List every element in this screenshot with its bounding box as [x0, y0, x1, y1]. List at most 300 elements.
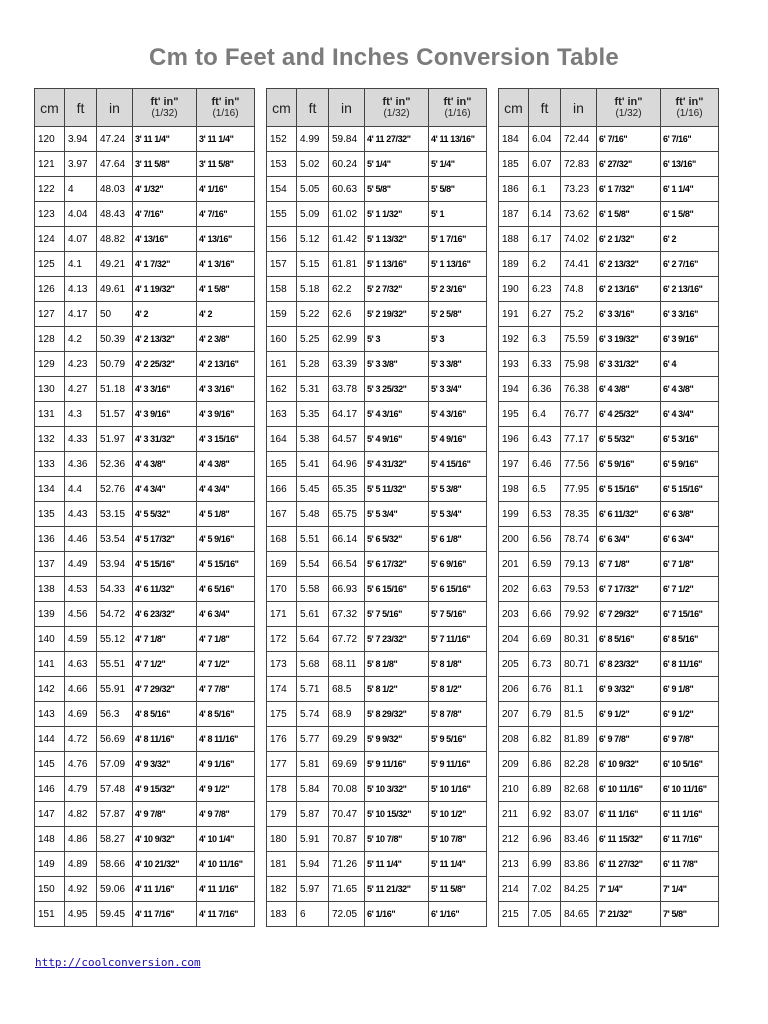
table-row: [267, 577, 487, 602]
ft-in-16-cell: 5' 2 5/8": [429, 302, 487, 327]
header-precision: (1/16): [212, 107, 239, 119]
ft-in-16-cell: 4' 11 1/16": [197, 877, 255, 902]
ft-in-16-cell: 6' 4: [661, 352, 719, 377]
ft-cell: 7.02: [529, 877, 561, 902]
ft-in-16-cell: 5' 1/4": [429, 152, 487, 177]
table-row: [267, 227, 487, 252]
ft-in-16-cell: 5' 11 1/4": [429, 852, 487, 877]
cm-cell: 144: [35, 727, 65, 752]
table-row: [35, 477, 255, 502]
cm-cell: 196: [499, 427, 529, 452]
ft-in-32-cell: 4' 8 11/16": [133, 727, 197, 752]
in-cell: 72.83: [561, 152, 597, 177]
ft-in-32-cell: 5' 11 1/4": [365, 852, 429, 877]
ft-cell: 6.73: [529, 652, 561, 677]
in-cell: 73.62: [561, 202, 597, 227]
ft-cell: 5.74: [297, 702, 329, 727]
ft-cell: 5.31: [297, 377, 329, 402]
ft-cell: 5.84: [297, 777, 329, 802]
ft-in-32-cell: 5' 4 9/16": [365, 427, 429, 452]
ft-cell: 5.91: [297, 827, 329, 852]
ft-cell: 6.3: [529, 327, 561, 352]
cm-cell: 207: [499, 702, 529, 727]
ft-in-16-cell: 4' 2 3/8": [197, 327, 255, 352]
ft-cell: 5.12: [297, 227, 329, 252]
ft-in-32-cell: 5' 3 3/8": [365, 352, 429, 377]
ft-in-16-cell: 6' 5 15/16": [661, 477, 719, 502]
table-row: [499, 527, 719, 552]
ft-in-16-cell: 4' 2 13/16": [197, 352, 255, 377]
in-cell: 80.31: [561, 627, 597, 652]
cm-cell: 151: [35, 902, 65, 927]
ft-cell: 5.25: [297, 327, 329, 352]
in-cell: 58.66: [97, 852, 133, 877]
cm-cell: 130: [35, 377, 65, 402]
ft-in-16-cell: 4' 9 1/16": [197, 752, 255, 777]
ft-cell: 5.64: [297, 627, 329, 652]
ft-cell: 4.36: [65, 452, 97, 477]
cm-cell: 205: [499, 652, 529, 677]
in-cell: 83.46: [561, 827, 597, 852]
ft-in-16-cell: 4' 3 9/16": [197, 402, 255, 427]
table-row: [267, 527, 487, 552]
ft-in-16-cell: 6' 3 9/16": [661, 327, 719, 352]
table-row: [499, 702, 719, 727]
table-row: [499, 452, 719, 477]
ft-in-32-cell: 6' 7 1/8": [597, 552, 661, 577]
table-row: [499, 402, 719, 427]
ft-in-32-cell: 6' 2 13/32": [597, 252, 661, 277]
ft-in-16-cell: 4' 7/16": [197, 202, 255, 227]
table-row: [35, 452, 255, 477]
ft-in-16-cell: 4' 1 5/8": [197, 277, 255, 302]
table-row: [35, 127, 255, 152]
cm-cell: 152: [267, 127, 297, 152]
ft-in-16-cell: 4' 5 1/8": [197, 502, 255, 527]
ft-in-16-cell: 6' 1/16": [429, 902, 487, 927]
ft-in-32-cell: 6' 10 9/32": [597, 752, 661, 777]
in-cell: 64.17: [329, 402, 365, 427]
cm-cell: 197: [499, 452, 529, 477]
cm-cell: 126: [35, 277, 65, 302]
table-row: [35, 302, 255, 327]
ft-cell: 4.69: [65, 702, 97, 727]
conversion-table-2: [266, 88, 487, 927]
ft-cell: 5.05: [297, 177, 329, 202]
cm-cell: 159: [267, 302, 297, 327]
ft-cell: 4.33: [65, 427, 97, 452]
cm-cell: 208: [499, 727, 529, 752]
cm-cell: 142: [35, 677, 65, 702]
header-cm: cm: [499, 89, 529, 127]
ft-in-32-cell: 6' 5 5/32": [597, 427, 661, 452]
in-cell: 48.03: [97, 177, 133, 202]
ft-in-32-cell: 5' 4 3/16": [365, 402, 429, 427]
header-ft: ft: [529, 89, 561, 127]
in-cell: 81.5: [561, 702, 597, 727]
ft-in-16-cell: 4' 11 7/16": [197, 902, 255, 927]
cm-cell: 173: [267, 652, 297, 677]
header-ft: ft: [65, 89, 97, 127]
ft-in-32-cell: 5' 8 29/32": [365, 702, 429, 727]
in-cell: 54.72: [97, 602, 133, 627]
cm-cell: 125: [35, 252, 65, 277]
in-cell: 65.75: [329, 502, 365, 527]
ft-in-16-cell: 5' 6 15/16": [429, 577, 487, 602]
ft-in-16-cell: 6' 2 7/16": [661, 252, 719, 277]
ft-cell: 4.04: [65, 202, 97, 227]
ft-cell: 5.94: [297, 852, 329, 877]
table-row: [267, 902, 487, 927]
table-row: [499, 777, 719, 802]
in-cell: 77.56: [561, 452, 597, 477]
cm-cell: 124: [35, 227, 65, 252]
ft-cell: 5.41: [297, 452, 329, 477]
ft-in-16-cell: 6' 5 3/16": [661, 427, 719, 452]
in-cell: 79.13: [561, 552, 597, 577]
in-cell: 49.61: [97, 277, 133, 302]
ft-in-32-cell: 6' 1/16": [365, 902, 429, 927]
ft-in-16-cell: 6' 4 3/8": [661, 377, 719, 402]
ft-cell: 5.71: [297, 677, 329, 702]
ft-in-16-cell: 5' 5 3/4": [429, 502, 487, 527]
ft-cell: 4.63: [65, 652, 97, 677]
ft-cell: 4.56: [65, 602, 97, 627]
ft-in-16-cell: 6' 1 1/4": [661, 177, 719, 202]
table-row: [267, 602, 487, 627]
ft-in-32-cell: 5' 6 5/32": [365, 527, 429, 552]
ft-cell: 5.22: [297, 302, 329, 327]
ft-in-32-cell: 4' 3 31/32": [133, 427, 197, 452]
ft-in-16-cell: 6' 2 13/16": [661, 277, 719, 302]
ft-cell: 4.07: [65, 227, 97, 252]
ft-in-16-cell: 7' 1/4": [661, 877, 719, 902]
ft-cell: 6.43: [529, 427, 561, 452]
ft-in-32-cell: 4' 1 19/32": [133, 277, 197, 302]
cm-cell: 168: [267, 527, 297, 552]
ft-in-32-cell: 4' 6 11/32": [133, 577, 197, 602]
ft-in-16-cell: 5' 7 11/16": [429, 627, 487, 652]
ft-cell: 4.27: [65, 377, 97, 402]
ft-in-16-cell: 5' 3 3/4": [429, 377, 487, 402]
table-row: [499, 427, 719, 452]
table-row: [499, 277, 719, 302]
in-cell: 68.5: [329, 677, 365, 702]
header-precision: (1/16): [444, 107, 471, 119]
ft-in-16-cell: 6' 11 7/8": [661, 852, 719, 877]
ft-in-32-cell: 4' 3 9/16": [133, 402, 197, 427]
ft-in-32-cell: 5' 6 15/16": [365, 577, 429, 602]
ft-in-32-cell: 5' 7 23/32": [365, 627, 429, 652]
in-cell: 60.63: [329, 177, 365, 202]
ft-in-16-cell: 6' 9 1/8": [661, 677, 719, 702]
cm-cell: 145: [35, 752, 65, 777]
table-row: [267, 202, 487, 227]
ft-cell: 5.38: [297, 427, 329, 452]
header-ft-in-16: [197, 89, 255, 127]
cm-cell: 137: [35, 552, 65, 577]
ft-in-32-cell: 4' 5 17/32": [133, 527, 197, 552]
ft-in-16-cell: 4' 1/16": [197, 177, 255, 202]
cm-cell: 189: [499, 252, 529, 277]
ft-in-16-cell: 6' 11 1/16": [661, 802, 719, 827]
table-row: [499, 177, 719, 202]
cm-cell: 167: [267, 502, 297, 527]
table-row: [35, 377, 255, 402]
ft-in-32-cell: 4' 9 3/32": [133, 752, 197, 777]
ft-in-32-cell: 6' 10 11/16": [597, 777, 661, 802]
in-cell: 71.26: [329, 852, 365, 877]
header-ft-in-16: [661, 89, 719, 127]
table-row: [35, 427, 255, 452]
ft-in-16-cell: 5' 1: [429, 202, 487, 227]
in-cell: 74.8: [561, 277, 597, 302]
table-row: [35, 227, 255, 252]
ft-in-32-cell: 6' 1 5/8": [597, 202, 661, 227]
cm-cell: 198: [499, 477, 529, 502]
header-precision: (1/32): [383, 107, 410, 119]
ft-in-16-cell: 5' 10 7/8": [429, 827, 487, 852]
ft-in-16-cell: 6' 4 3/4": [661, 402, 719, 427]
ft-in-32-cell: 5' 10 15/32": [365, 802, 429, 827]
ft-in-32-cell: 4' 2: [133, 302, 197, 327]
table-row: [499, 627, 719, 652]
in-cell: 66.93: [329, 577, 365, 602]
header-row: [499, 89, 719, 127]
cm-cell: 156: [267, 227, 297, 252]
ft-cell: 6.4: [529, 402, 561, 427]
ft-in-16-cell: 7' 5/8": [661, 902, 719, 927]
ft-cell: 5.09: [297, 202, 329, 227]
ft-in-16-cell: 4' 2: [197, 302, 255, 327]
table-row: [267, 727, 487, 752]
ft-cell: 6.82: [529, 727, 561, 752]
table-row: [35, 152, 255, 177]
ft-in-32-cell: 4' 7 29/32": [133, 677, 197, 702]
header-label: ft' in": [675, 95, 704, 108]
cm-cell: 213: [499, 852, 529, 877]
ft-in-16-cell: 4' 7 1/8": [197, 627, 255, 652]
table-row: [499, 677, 719, 702]
in-cell: 59.45: [97, 902, 133, 927]
ft-in-16-cell: 4' 10 1/4": [197, 827, 255, 852]
ft-in-16-cell: 4' 9 7/8": [197, 802, 255, 827]
ft-cell: 4.13: [65, 277, 97, 302]
ft-cell: 4.79: [65, 777, 97, 802]
table-row: [267, 252, 487, 277]
ft-in-32-cell: 5' 7 5/16": [365, 602, 429, 627]
ft-in-16-cell: 5' 2 3/16": [429, 277, 487, 302]
in-cell: 68.11: [329, 652, 365, 677]
cm-cell: 170: [267, 577, 297, 602]
ft-cell: 4.82: [65, 802, 97, 827]
table-row: [267, 852, 487, 877]
cm-cell: 181: [267, 852, 297, 877]
in-cell: 67.72: [329, 627, 365, 652]
in-cell: 48.82: [97, 227, 133, 252]
ft-in-16-cell: 4' 8 5/16": [197, 702, 255, 727]
table-row: [267, 177, 487, 202]
cm-cell: 212: [499, 827, 529, 852]
table-row: [499, 727, 719, 752]
table-row: [35, 577, 255, 602]
ft-cell: 4.3: [65, 402, 97, 427]
conversion-table-1: [34, 88, 255, 927]
in-cell: 61.02: [329, 202, 365, 227]
ft-cell: 4.92: [65, 877, 97, 902]
cm-cell: 166: [267, 477, 297, 502]
cm-cell: 139: [35, 602, 65, 627]
cm-cell: 194: [499, 377, 529, 402]
table-row: [499, 502, 719, 527]
ft-in-16-cell: 5' 4 9/16": [429, 427, 487, 452]
cm-cell: 183: [267, 902, 297, 927]
ft-in-32-cell: 4' 7/16": [133, 202, 197, 227]
ft-cell: 5.58: [297, 577, 329, 602]
ft-cell: 6.96: [529, 827, 561, 852]
cm-cell: 169: [267, 552, 297, 577]
ft-cell: 6.23: [529, 277, 561, 302]
in-cell: 53.94: [97, 552, 133, 577]
cm-cell: 215: [499, 902, 529, 927]
table-row: [267, 652, 487, 677]
header-row: [35, 89, 255, 127]
cm-cell: 211: [499, 802, 529, 827]
table-row: [35, 777, 255, 802]
source-link[interactable]: http://coolconversion.com: [35, 956, 201, 969]
ft-in-32-cell: 6' 7 17/32": [597, 577, 661, 602]
table-row: [35, 602, 255, 627]
ft-in-16-cell: 5' 8 1/2": [429, 677, 487, 702]
in-cell: 64.57: [329, 427, 365, 452]
table-row: [35, 852, 255, 877]
in-cell: 51.97: [97, 427, 133, 452]
cm-cell: 162: [267, 377, 297, 402]
header-ft-in-32: [133, 89, 197, 127]
cm-cell: 131: [35, 402, 65, 427]
ft-in-32-cell: 6' 3 19/32": [597, 327, 661, 352]
ft-in-32-cell: 6' 11 15/32": [597, 827, 661, 852]
ft-cell: 4: [65, 177, 97, 202]
ft-in-16-cell: 6' 13/16": [661, 152, 719, 177]
in-cell: 84.65: [561, 902, 597, 927]
cm-cell: 188: [499, 227, 529, 252]
ft-in-32-cell: 7' 1/4": [597, 877, 661, 902]
ft-cell: 6.33: [529, 352, 561, 377]
cm-cell: 141: [35, 652, 65, 677]
ft-cell: 6.5: [529, 477, 561, 502]
table-row: [35, 177, 255, 202]
table-row: [35, 202, 255, 227]
in-cell: 65.35: [329, 477, 365, 502]
table-row: [267, 777, 487, 802]
ft-cell: 6.69: [529, 627, 561, 652]
ft-cell: 6.17: [529, 227, 561, 252]
ft-in-32-cell: 4' 3 3/16": [133, 377, 197, 402]
cm-cell: 209: [499, 752, 529, 777]
table-row: [35, 502, 255, 527]
header-precision: (1/32): [615, 107, 642, 119]
ft-in-32-cell: 5' 8 1/2": [365, 677, 429, 702]
ft-cell: 3.94: [65, 127, 97, 152]
cm-cell: 193: [499, 352, 529, 377]
cm-cell: 191: [499, 302, 529, 327]
table-row: [267, 752, 487, 777]
cm-cell: 174: [267, 677, 297, 702]
ft-cell: 6.36: [529, 377, 561, 402]
header-ft-in-32: [365, 89, 429, 127]
ft-in-32-cell: 5' 1 13/32": [365, 227, 429, 252]
ft-in-32-cell: 5' 3 25/32": [365, 377, 429, 402]
ft-cell: 3.97: [65, 152, 97, 177]
in-cell: 62.99: [329, 327, 365, 352]
cm-cell: 122: [35, 177, 65, 202]
in-cell: 79.92: [561, 602, 597, 627]
ft-in-32-cell: 7' 21/32": [597, 902, 661, 927]
cm-cell: 204: [499, 627, 529, 652]
ft-in-16-cell: 4' 1 3/16": [197, 252, 255, 277]
ft-cell: 4.59: [65, 627, 97, 652]
ft-cell: 6.99: [529, 852, 561, 877]
in-cell: 83.86: [561, 852, 597, 877]
table-row: [267, 277, 487, 302]
in-cell: 52.36: [97, 452, 133, 477]
cm-cell: 171: [267, 602, 297, 627]
ft-in-32-cell: 5' 1 1/32": [365, 202, 429, 227]
cm-cell: 180: [267, 827, 297, 852]
cm-cell: 200: [499, 527, 529, 552]
in-cell: 79.53: [561, 577, 597, 602]
header-ft-in-16: [429, 89, 487, 127]
ft-in-32-cell: 5' 10 3/32": [365, 777, 429, 802]
cm-cell: 149: [35, 852, 65, 877]
table-row: [267, 677, 487, 702]
ft-in-32-cell: 4' 5 5/32": [133, 502, 197, 527]
ft-in-32-cell: 6' 7 29/32": [597, 602, 661, 627]
ft-in-16-cell: 5' 5 3/8": [429, 477, 487, 502]
table-row: [35, 527, 255, 552]
ft-in-32-cell: 6' 8 5/16": [597, 627, 661, 652]
table-row: [35, 802, 255, 827]
ft-in-16-cell: 5' 1 13/16": [429, 252, 487, 277]
in-cell: 51.18: [97, 377, 133, 402]
header-precision: (1/16): [676, 107, 703, 119]
header-precision: (1/32): [151, 107, 178, 119]
in-cell: 57.87: [97, 802, 133, 827]
ft-in-32-cell: 5' 2 7/32": [365, 277, 429, 302]
ft-in-32-cell: 5' 1 13/16": [365, 252, 429, 277]
ft-in-32-cell: 5' 4 31/32": [365, 452, 429, 477]
ft-in-32-cell: 6' 11 27/32": [597, 852, 661, 877]
table-row: [499, 352, 719, 377]
ft-in-16-cell: 6' 7 1/8": [661, 552, 719, 577]
ft-cell: 6.27: [529, 302, 561, 327]
ft-cell: 6.53: [529, 502, 561, 527]
cm-cell: 158: [267, 277, 297, 302]
cm-cell: 135: [35, 502, 65, 527]
ft-in-16-cell: 4' 6 3/4": [197, 602, 255, 627]
in-cell: 69.69: [329, 752, 365, 777]
in-cell: 64.96: [329, 452, 365, 477]
ft-cell: 5.87: [297, 802, 329, 827]
ft-in-16-cell: 6' 6 3/4": [661, 527, 719, 552]
ft-in-16-cell: 6' 3 3/16": [661, 302, 719, 327]
ft-in-32-cell: 4' 11 7/16": [133, 902, 197, 927]
table-row: [35, 252, 255, 277]
header-cm: cm: [267, 89, 297, 127]
table-row: [267, 702, 487, 727]
cm-cell: 133: [35, 452, 65, 477]
